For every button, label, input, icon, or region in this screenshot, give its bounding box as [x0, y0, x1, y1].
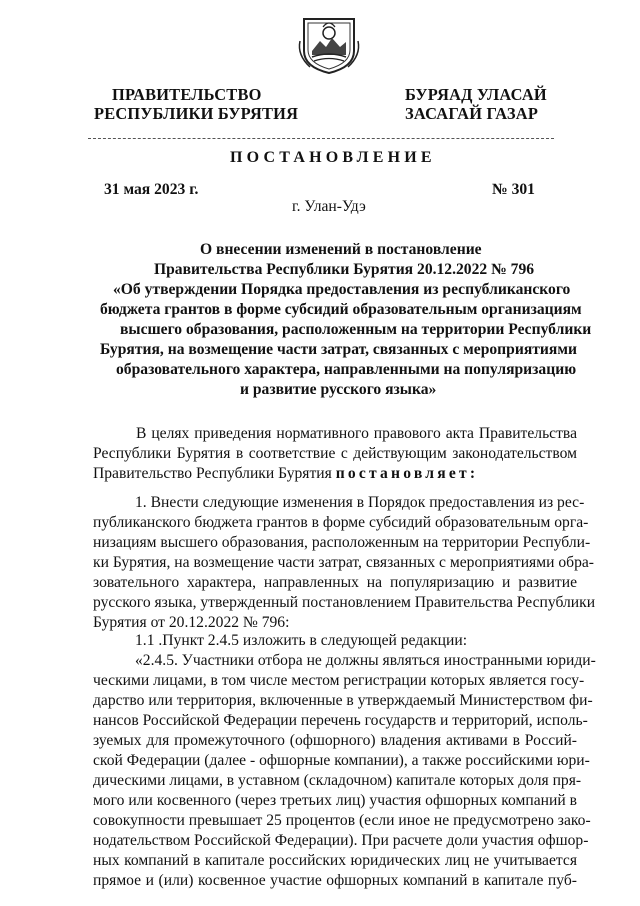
title-line-5: высшего образования, расположенным на территории Республики — [120, 321, 592, 338]
body-line-2: публиканского бюджета грантов в форме субсидий образовательным орга- — [93, 514, 589, 531]
header-right-line1: БУРЯАД УЛАСАЙ — [405, 85, 547, 104]
body-line-20: прямое и (или) косвенное участие офшорных компаний в капитале пуб- — [93, 872, 577, 889]
document-type-title: ПОСТАНОВЛЕНИЕ — [230, 149, 436, 166]
body-line-17: совокупности превышает 25 процентов (если иное не предусмотрено зако- — [93, 812, 591, 829]
preamble-resolve-word: постановляет: — [335, 465, 479, 482]
body-line-4: ки Бурятия, на возмещение части затрат, связанных с мероприятиями обра- — [93, 554, 594, 571]
body-line-15: дическими лицами, в уставном (складочном) капитале которых доля пря- — [93, 772, 582, 789]
body-line-18: нодательством Российской Федерации). При расчете доли участия офшор- — [93, 832, 589, 849]
header-left-line1: ПРАВИТЕЛЬСТВО — [112, 85, 262, 104]
coat-of-arms-emblem — [296, 11, 362, 75]
title-line-6: Бурятия, на возмещение части затрат, связанных с мероприятиями — [100, 341, 577, 358]
title-line-7: образовательного характера, направленными на популяризацию — [116, 361, 577, 378]
body-line-19: ных компаний в капитале российских юридических лиц не учитывается — [93, 852, 577, 869]
title-line-3: «Об утверждении Порядка предоставления из республиканского — [113, 281, 571, 298]
preamble-line-3 — [93, 464, 478, 484]
body-line-14: ской Федерации (далее - офшорные компании), а также российскими юри- — [93, 752, 590, 769]
body-line-11: дарство или территория, включенные в утверждаемый Министерством фи- — [93, 692, 593, 709]
body-line-10: ческими лицами, в том числе местом регистрации которых является госу- — [93, 672, 585, 689]
preamble-line-3-start: Правительство Республики Бурятия — [93, 465, 332, 482]
body-line-1: 1. Внести следующие изменения в Порядок предоставления из рес- — [135, 494, 585, 511]
header-left-line2: РЕСПУБЛИКИ БУРЯТИЯ — [94, 104, 299, 123]
body-line-3: низациям высшего образования, расположенным на территории Республи- — [93, 534, 591, 551]
body-line-7: Бурятия от 20.12.2022 № 796: — [93, 614, 290, 631]
preamble-line-1: В целях приведения нормативного правового акта Правительства — [136, 425, 577, 442]
body-line-13: зуемых для промежуточного (офшорного) владения активами в Россий- — [93, 732, 577, 749]
body-line-9: «2.4.5. Участники отбора не должны являться иностранными юриди- — [135, 652, 596, 669]
title-line-4: бюджета грантов в форме субсидий образовательным организациям — [100, 301, 582, 318]
document-city: г. Улан-Удэ — [292, 198, 366, 215]
preamble-line-2: Республики Бурятия в соответствие с действующим законодательством — [93, 445, 577, 462]
title-line-8: и развитие русского языка» — [240, 381, 437, 398]
body-line-16: мого или косвенного (через третьих лиц) участия офшорных компаний в — [93, 792, 577, 809]
body-line-6: русского языка, утвержденный постановлением Правительства Республики — [93, 594, 596, 611]
title-line-2: Правительства Республики Бурятия 20.12.2022 № 796 — [154, 261, 535, 278]
body-line-12: нансов Российской Федерации перечень государств и территорий, исполь- — [93, 712, 588, 729]
header-right-line2: ЗАСАГАЙ ГАЗАР — [405, 104, 539, 123]
title-line-1: О внесении изменений в постановление — [200, 241, 482, 258]
body-line-5: зовательного характера, направленных на популяризацию и развитие — [93, 574, 577, 591]
body-line-8: 1.1 .Пункт 2.4.5 изложить в следующей редакции: — [135, 632, 468, 649]
document-date: 31 мая 2023 г. — [104, 181, 199, 198]
header-divider — [88, 138, 554, 139]
document-number: № 301 — [492, 181, 535, 198]
